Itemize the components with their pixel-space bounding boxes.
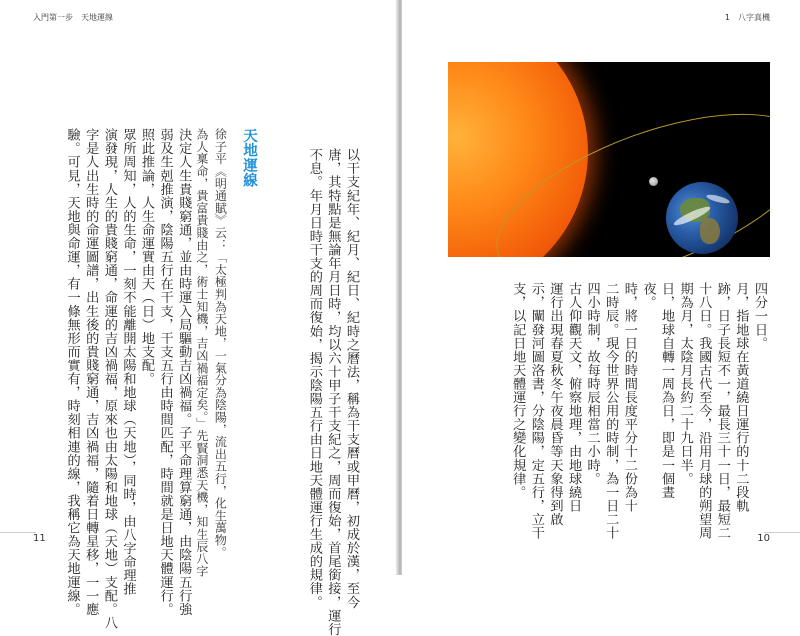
- left-page-body: [304, 148, 360, 636]
- text-column: 日，地球自轉一周為日，即是一個晝: [659, 282, 675, 499]
- text-column: 演發現，人生的貴賤窮通，命運的吉凶禍福，原來也由太陽和地球（天地）支配。八: [101, 128, 117, 630]
- text-column: 決定人生貴賤窮通，並由時運入局驅動吉凶禍福。子平命理算窮通，由陰陽五行強: [176, 128, 192, 616]
- earth-image: [666, 182, 738, 254]
- running-head-left: 入門第一步 天地運線: [33, 13, 113, 22]
- text-column: 運行出現春夏秋冬午夜晨昏等天象得到啟: [547, 282, 563, 526]
- moon-image: [649, 177, 658, 186]
- text-column: 跡，日子長短不一，最長三十一日，最短二: [714, 282, 730, 540]
- text-column: 示，闡發河圖洛書，分陰陽，定五行，立干: [528, 282, 544, 540]
- text-column: 弱及生剋推演，陰陽五行在干支，干支五行由時間匹配，時間就是日地天體運行。: [157, 128, 173, 616]
- section-title: 天地運線: [241, 128, 257, 188]
- footer-rule: [0, 532, 36, 533]
- text-column: 四分一日。: [752, 282, 767, 350]
- text-column: 二時辰。現今世界公用的時制，為一日二十: [603, 282, 619, 540]
- text-column: 時，將一日的時間長度平分十二份為十: [621, 282, 637, 513]
- text-column: 不息。年月日時干支的周而復始，揭示陰陽五行由日地天體運行生成的規律。: [306, 148, 322, 609]
- text-column: 以干支紀年、紀月、紀日、紀時之曆法，稱為干支曆或甲曆，初成於漢，至今: [344, 148, 359, 609]
- left-page: [0, 0, 398, 636]
- section-block: [62, 128, 258, 630]
- text-column: 十八日。我國古代至今，沿用月球的朔望周: [696, 282, 712, 540]
- quote-column: 為人稟命，貴富貴賤由之，術士知機，吉凶禍福定矣。」先賢洞悉天機，知生辰八字: [194, 128, 209, 578]
- text-column: 月，指地球在黃道繞日運行的十二段軌: [733, 282, 749, 513]
- text-column: 支，以記日地天體運行之變化規律。: [510, 282, 526, 499]
- page-number-right: 10: [757, 533, 770, 544]
- sun-earth-orbit-image: [448, 62, 770, 257]
- text-column: 四小時制，故每時辰相當二小時。: [584, 282, 600, 486]
- text-column: 古人仰觀天文，俯察地理，由地球繞日: [566, 282, 582, 513]
- text-column: 夜。: [640, 282, 656, 310]
- text-column: 字是人出生時的命運圖譜，出生後的貴賤窮通，吉凶禍福，隨着日轉星移，一一應: [83, 128, 99, 616]
- text-column: 期為月，太陰月長約二十九日半。: [677, 282, 693, 486]
- quote-column: 徐子平《明通賦》云：「太極判為天地，一氣分為陰陽，流出五行，化生萬物。: [213, 128, 228, 559]
- running-head-right: 1 八字真機: [724, 13, 770, 22]
- right-page: [402, 0, 800, 575]
- page-number-left: 11: [33, 533, 46, 544]
- text-column: 驗。可見，天地與命運，有一條無形而實有，時刻相連的線，我稱它為天地運線。: [64, 128, 80, 616]
- text-column: 照此推論，人生命運實由天（日）地支配。: [139, 128, 155, 386]
- text-column: 唐，其特點是無論年月日時，均以六十甲子干支紀之，周而復始，首尾銜接，運行: [325, 148, 341, 636]
- text-column: 眾所周知，人的生命，一刻不能離開太陽和地球（天地），同時，由八字命理推: [120, 128, 136, 596]
